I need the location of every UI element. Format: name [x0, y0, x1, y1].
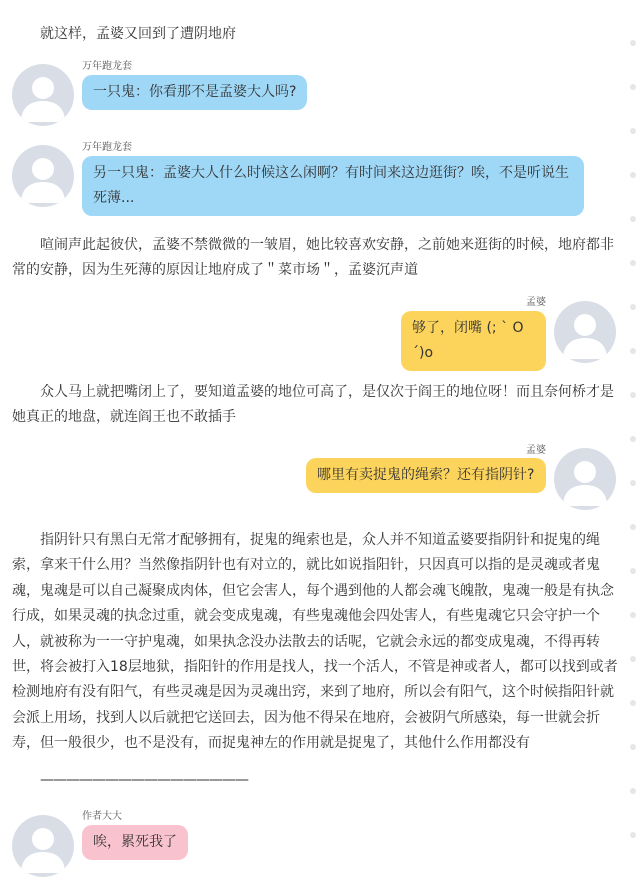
story-paragraph-4: 指阴针只有黑白无常才配够拥有，捉鬼的绳索也是，众人并不知道孟婆要指阴针和捉鬼的绳索，拿来干什么用？当然像指阴针也有对立的，就比如说指阳针，只因真可以指的是灵魂或者鬼魂，鬼魂是可以自己凝聚成肉体，但它会害人，每个遇到他的人都会魂飞魄散，鬼魂一般是有执念行成，如果灵魂的执念过重，就会变成鬼魂，有些鬼魂他会四处害人，有些鬼魂它只会守护一个人，就被称为一一守护鬼魂，如果执念没办法散去的话呢，它就会永远的都变成鬼魂，不得再转世，将会被打入18层地狱，指阳针的作用是找人，找一个活人，不管是神或者人，都可以找到或者检测地府有没有阳气，有些灵魂是因为灵魂出窍，来到了地府，所以会有阳气，这个时候指阳针就会派上用场，找到人以后就把它送回去，因为他不得呆在地府，会被阴气所感染，每一世就会折寿，但一般很少，也不是没有，而捉鬼神左的作用就是捉鬼了，其他什么作用都没有: [12, 532, 618, 752]
indicator-dot: [630, 524, 636, 530]
user-avatar-icon[interactable]: [12, 815, 74, 877]
indicator-dot: [630, 260, 636, 266]
indicator-dot: [630, 216, 636, 222]
indicator-dot: [630, 832, 636, 838]
story-paragraph-3: 众人马上就把嘴闭上了，要知道孟婆的地位可高了，是仅次于阎王的地位呀！而且奈何桥才是她真正的地盘，就连阎王也不敢插手: [12, 384, 614, 426]
chat-bubble: 唉，累死我了: [82, 825, 188, 860]
sender-name: 万年跑龙套: [82, 142, 132, 153]
indicator-dot: [630, 744, 636, 750]
chat-bubble: 哪里有卖捉鬼的绳索？还有指阴针?: [306, 458, 546, 493]
sender-name: 作者大大: [82, 811, 122, 822]
user-avatar-icon[interactable]: [12, 64, 74, 126]
chat-bubble: 另一只鬼：孟婆大人什么时候这么闲啊？有时间来这边逛街？唉，不是听说生死薄...: [82, 156, 584, 216]
indicator-dot: [630, 568, 636, 574]
user-avatar-icon[interactable]: [554, 301, 616, 363]
indicator-dot: [630, 348, 636, 354]
indicator-dot: [630, 304, 636, 310]
sender-name: 孟婆: [526, 445, 546, 456]
story-paragraph-1: 就这样，孟婆又回到了遭阴地府: [40, 26, 236, 42]
scroll-indicator: [628, 0, 636, 853]
sender-name: 万年跑龙套: [82, 61, 132, 72]
indicator-dot: [630, 40, 636, 46]
chat-bubble: 够了，闭嘴 (; ` O´)o: [401, 311, 546, 371]
user-avatar-icon[interactable]: [554, 448, 616, 510]
user-avatar-icon[interactable]: [12, 145, 74, 207]
story-paragraph-2: 喧闹声此起彼伏，孟婆不禁微微的一皱眉，她比较喜欢安静，之前她来逛街的时候，地府都非常的安静，因为生死薄的原因让地府成了＂菜市场＂，孟婆沉声道: [12, 237, 614, 279]
indicator-dot: [630, 128, 636, 134]
indicator-dot: [630, 84, 636, 90]
indicator-dot: [630, 392, 636, 398]
indicator-dot: [630, 788, 636, 794]
chat-bubble: 一只鬼：你看那不是孟婆大人吗?: [82, 75, 307, 110]
sender-name: 孟婆: [526, 297, 546, 308]
indicator-dot: [630, 172, 636, 178]
indicator-dot: [630, 656, 636, 662]
section-divider: ————————————————: [40, 772, 248, 788]
indicator-dot: [630, 436, 636, 442]
indicator-dot: [630, 612, 636, 618]
indicator-dot: [630, 700, 636, 706]
indicator-dot: [630, 480, 636, 486]
